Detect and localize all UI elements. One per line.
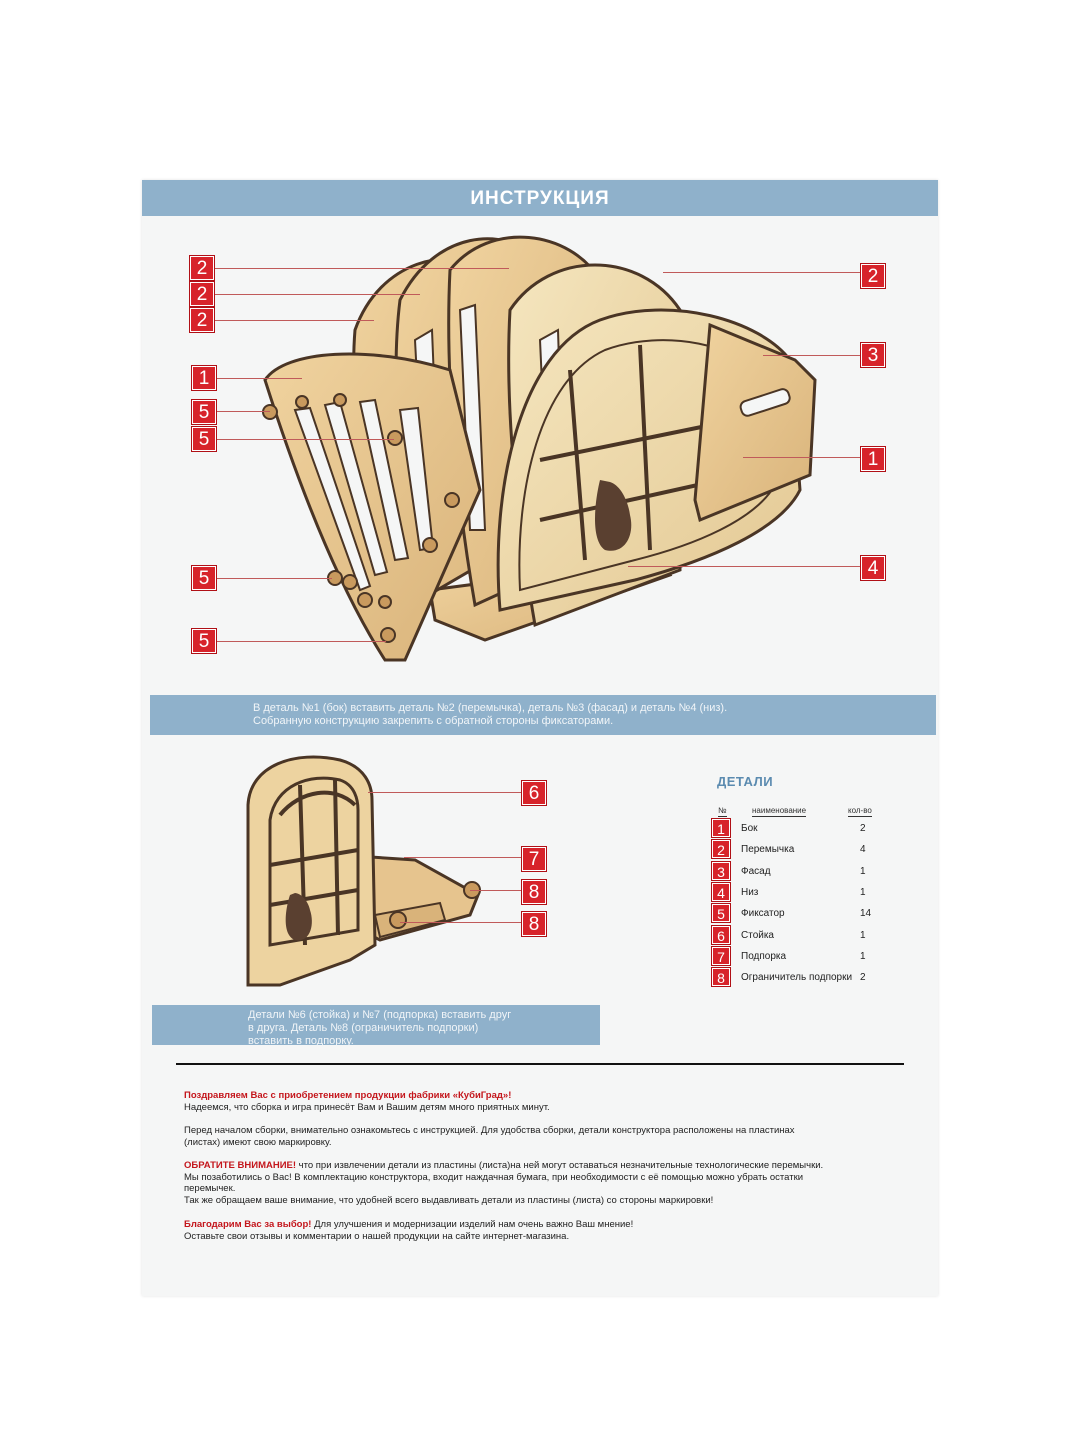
part-number-badge: 2 xyxy=(190,282,214,306)
thanks-paragraph xyxy=(184,1219,904,1242)
part-number-badge: 5 xyxy=(192,629,216,653)
part-number-badge: 3 xyxy=(861,343,885,367)
leader-line xyxy=(470,890,522,891)
part-number-badge: 4 xyxy=(712,883,730,901)
text-line: Перед началом сборки, внимательно ознакомьтесь с инструкцией. Для удобства сборки, детали конструктора расположены на пластинах xyxy=(184,1125,795,1136)
part-name: Низ xyxy=(741,887,759,898)
leader-line xyxy=(216,378,302,379)
thanks-heading: Благодарим Вас за выбор! xyxy=(184,1219,312,1230)
part-number-badge: 4 xyxy=(861,556,885,580)
part-number-badge: 3 xyxy=(712,862,730,880)
leader-line xyxy=(763,355,861,356)
part-name: Подпорка xyxy=(741,951,787,962)
part-number-badge: 2 xyxy=(190,308,214,332)
section-divider xyxy=(176,1063,904,1065)
details-row xyxy=(712,968,882,987)
instruction-line: В деталь №1 (бок) вставить деталь №2 (перемычка), деталь №3 (фасад) и деталь №4 (низ). xyxy=(253,702,728,714)
part-number-badge: 8 xyxy=(522,912,546,936)
text-line: перемычек. xyxy=(184,1183,236,1194)
part-number-badge: 5 xyxy=(192,400,216,424)
part-number-badge: 7 xyxy=(522,847,546,871)
part-number-badge: 7 xyxy=(712,947,730,965)
leader-line xyxy=(628,566,861,567)
part-name: Ограничитель подпорки xyxy=(741,972,853,983)
instruction-line: вставить в подпорку. xyxy=(248,1035,354,1047)
leader-line xyxy=(214,294,420,295)
greeting-heading: Поздравляем Вас с приобретением продукции фабрики «КубиГрад»! xyxy=(184,1090,512,1101)
assembled-organizer-illustration xyxy=(240,230,830,670)
part-number-badge: 8 xyxy=(712,968,730,986)
text-line: Мы позаботились о Вас! В комплектацию конструктора, входит наждачная бумага, при необходимости с её помощью можно убрать остатки xyxy=(184,1171,804,1183)
part-name: Стойка xyxy=(741,930,774,941)
assembly-intro-paragraph xyxy=(184,1125,904,1148)
part-number-badge: 5 xyxy=(192,566,216,590)
text-line: Для улучшения и модернизации изделий нам очень важно Ваш мнение! xyxy=(311,1219,634,1230)
page-title: ИНСТРУКЦИЯ xyxy=(142,180,938,216)
details-row xyxy=(712,904,882,923)
part-number-badge: 2 xyxy=(712,840,730,858)
leader-line xyxy=(663,272,861,273)
attention-paragraph xyxy=(184,1160,904,1206)
part-qty: 2 xyxy=(860,823,866,834)
step-2-instruction xyxy=(152,1005,600,1045)
part-number-badge: 5 xyxy=(192,427,216,451)
instruction-line: Собранную конструкцию закрепить с обратной стороны фиксаторами. xyxy=(253,715,614,727)
part-name: Фасад xyxy=(741,866,771,877)
leader-line xyxy=(214,268,509,269)
details-row xyxy=(712,926,882,945)
part-name: Бок xyxy=(741,823,758,834)
part-qty: 1 xyxy=(860,887,866,898)
part-number-badge: 8 xyxy=(522,880,546,904)
details-row xyxy=(712,947,882,966)
instruction-line: в друга. Деталь №8 (ограничитель подпорки) xyxy=(248,1022,479,1034)
instruction-line: Детали №6 (стойка) и №7 (подпорка) вставить друг xyxy=(248,1009,512,1021)
text-line: Оставьте свои отзывы и комментарии о нашей продукции на сайте интернет-магазина. xyxy=(184,1230,570,1242)
text-line: Надеемся, что сборка и игра принесёт Вам и Вашим детям много приятных минут. xyxy=(184,1101,550,1113)
part-number-badge: 1 xyxy=(712,819,730,837)
part-qty: 2 xyxy=(860,972,866,983)
part-number-badge: 1 xyxy=(861,447,885,471)
part-number-badge: 5 xyxy=(712,904,730,922)
leader-line xyxy=(216,578,332,579)
stand-illustration xyxy=(240,745,490,990)
part-qty: 1 xyxy=(860,951,866,962)
leader-line xyxy=(400,922,522,923)
part-qty: 4 xyxy=(860,844,866,855)
details-col-number: № xyxy=(718,806,727,815)
part-qty: 1 xyxy=(860,930,866,941)
part-number-badge: 2 xyxy=(861,264,885,288)
details-col-name: наименование xyxy=(752,806,807,815)
leader-line xyxy=(743,457,861,458)
part-number-badge: 1 xyxy=(192,366,216,390)
details-row xyxy=(712,883,882,902)
text-line: (листах) имеют свою маркировку. xyxy=(184,1136,332,1148)
attention-heading: ОБРАТИТЕ ВНИМАНИЕ! xyxy=(184,1160,297,1171)
leader-line xyxy=(216,439,394,440)
text-line: Так же обращаем ваше внимание, что удобней всего выдавливать детали из пластины (листа) со стороны маркировки! xyxy=(184,1194,714,1206)
details-title: ДЕТАЛИ xyxy=(717,774,774,789)
leader-line xyxy=(368,792,522,793)
leader-line xyxy=(216,641,386,642)
details-row xyxy=(712,862,882,881)
leader-line xyxy=(214,320,374,321)
part-name: Фиксатор xyxy=(741,908,785,919)
part-number-badge: 6 xyxy=(522,781,546,805)
text-line: что при извлечении детали из пластины (листа)на ней могут оставаться незначительные технологические перемычки. xyxy=(296,1160,824,1171)
leader-line xyxy=(216,411,270,412)
part-number-badge: 6 xyxy=(712,926,730,944)
part-qty: 1 xyxy=(860,866,866,877)
leader-line xyxy=(404,857,522,858)
details-row xyxy=(712,819,882,838)
greeting-paragraph xyxy=(184,1090,904,1113)
part-name: Перемычка xyxy=(741,844,795,855)
details-col-qty: кол-во xyxy=(848,806,872,815)
part-number-badge: 2 xyxy=(190,256,214,280)
step-1-instruction xyxy=(150,695,936,735)
details-row xyxy=(712,840,882,859)
part-qty: 14 xyxy=(860,908,872,919)
